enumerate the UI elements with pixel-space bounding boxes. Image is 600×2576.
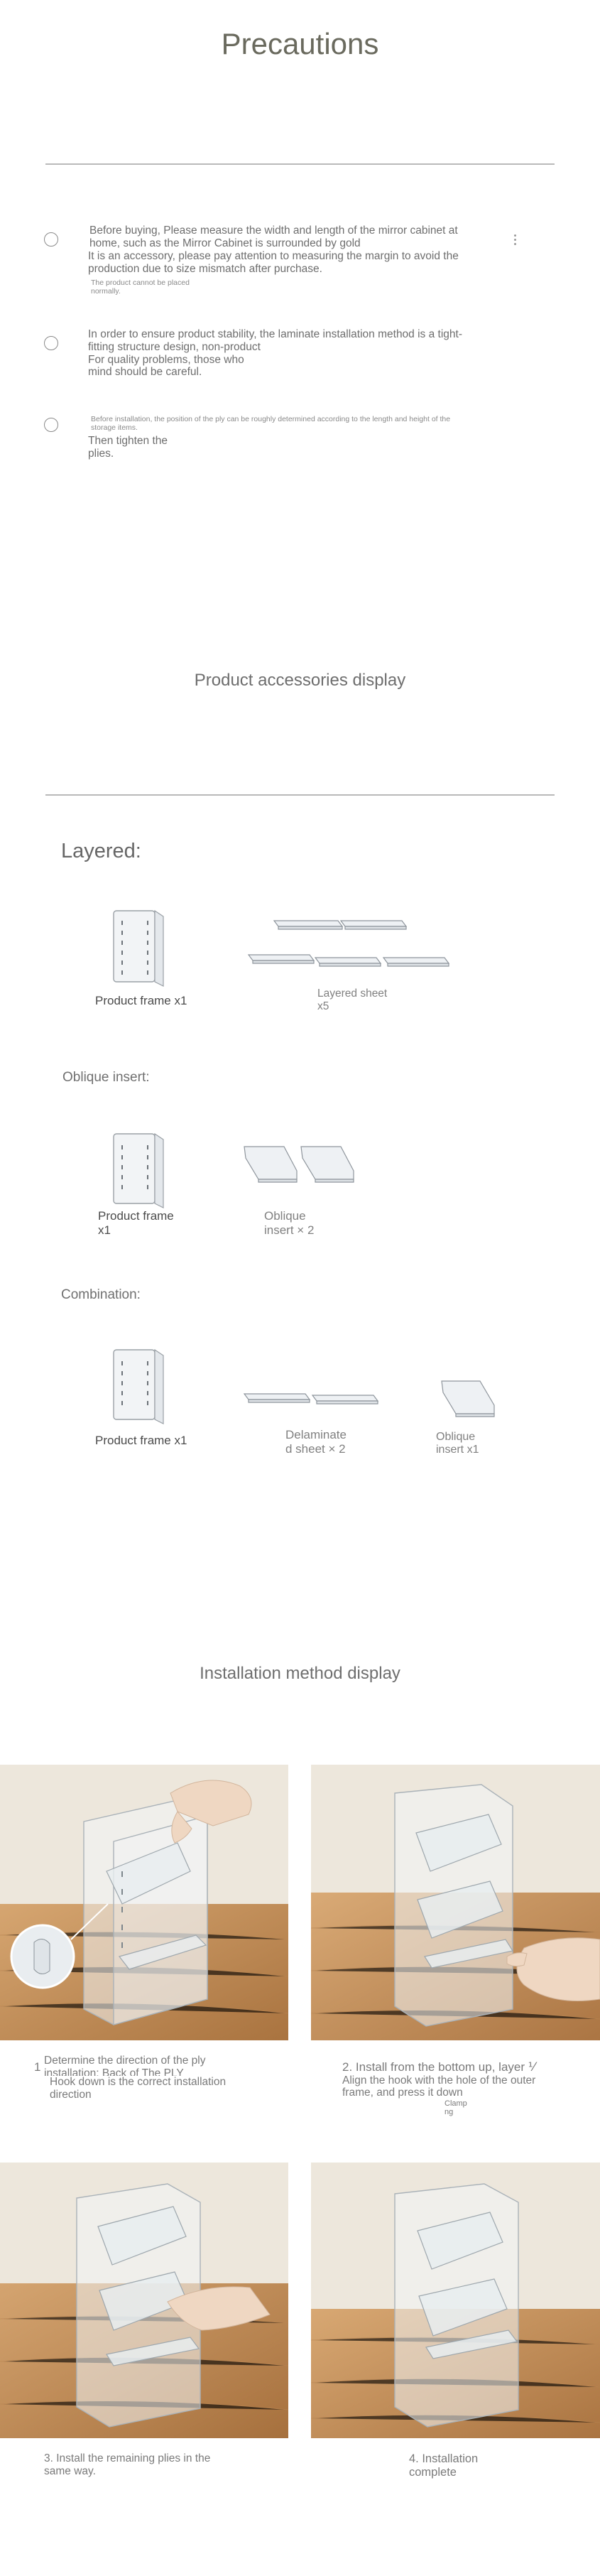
step-4-photo — [311, 2163, 600, 2438]
step-2-line3: frame, and press it down — [342, 2087, 463, 2099]
layered-frame-image — [107, 904, 170, 989]
precaution-3-line2: plies. — [88, 447, 114, 460]
precaution-3-note — [91, 415, 545, 432]
layered-sheet-label-2: x5 — [317, 1000, 329, 1012]
oblique-frame-image — [107, 1130, 170, 1209]
step-1-line2: installation: Back of The PLY — [44, 2067, 184, 2076]
precautions-title: Precautions — [221, 27, 379, 60]
step-4-line2: complete — [409, 2465, 457, 2479]
precaution-1-note1: The product cannot be placed — [91, 278, 190, 287]
installation-title: Installation method display — [200, 1664, 400, 1683]
step-1-line3: Hook down is the correct installation — [50, 2075, 227, 2088]
precaution-1-note — [91, 278, 190, 296]
step-1-caption — [44, 2055, 257, 2101]
precaution-3-note1: Before installation, the position of the ply can be roughly determined according to the length and height of the — [91, 415, 451, 423]
step-1-number: 1 — [34, 2060, 41, 2074]
combination-sheet-label-2: d sheet × 2 — [285, 1441, 346, 1456]
layered-sheets-image — [246, 915, 459, 980]
precaution-2-line3: For quality problems, those who — [88, 353, 244, 366]
precaution-1-line3: It is an accessory, please pay attention to measuring the margin to avoid the — [88, 250, 459, 262]
step-2-line4: Clamp — [444, 2099, 467, 2109]
precautions-divider — [45, 163, 555, 165]
step-2-line1: 2. Install from the bottom up, layer — [342, 2060, 525, 2074]
precaution-1-radio[interactable] — [44, 232, 58, 247]
step-1-line1: Determine the direction of the ply — [44, 2055, 206, 2067]
step-4-line1: 4. Installation — [409, 2452, 479, 2465]
step-2-line5: ng — [444, 2108, 454, 2117]
step-4-caption — [409, 2452, 551, 2479]
combination-frame-image — [107, 1346, 170, 1425]
oblique-inserts-image — [241, 1142, 362, 1188]
combination-sheet-label — [285, 1428, 347, 1456]
combination-insert-label-2: insert x1 — [436, 1444, 479, 1456]
layered-sheet-label — [317, 987, 387, 1013]
oblique-insert-label — [264, 1209, 314, 1237]
combination-insert-label — [436, 1431, 479, 1457]
step-3-line2: same way. — [44, 2464, 96, 2477]
step-3-caption — [44, 2452, 257, 2478]
step-3-photo — [0, 2163, 288, 2438]
precaution-3-text — [88, 435, 168, 460]
precaution-3-line1: Then tighten the — [88, 435, 168, 447]
precaution-2-radio[interactable] — [44, 336, 58, 350]
combination-sheet-label-1: Delaminate — [285, 1428, 347, 1441]
step-2-caption — [342, 2060, 569, 2116]
accessories-title: Product accessories display — [194, 671, 406, 690]
more-options-icon — [514, 234, 517, 247]
precaution-2-text — [88, 328, 542, 379]
precaution-2-line4: mind should be careful. — [88, 366, 202, 379]
combination-insert-label-1: Oblique — [436, 1431, 476, 1443]
precaution-1-text-b — [88, 250, 542, 276]
step-1-photo — [0, 1765, 288, 2040]
oblique-frame-label — [98, 1209, 174, 1237]
layered-heading: Layered: — [61, 840, 141, 862]
oblique-insert-label-1: Oblique — [264, 1209, 306, 1223]
step-3-line1: 3. Install the remaining plies in the — [44, 2452, 211, 2464]
oblique-insert-label-2: insert × 2 — [264, 1223, 315, 1237]
precaution-3-radio[interactable] — [44, 418, 58, 432]
layered-frame-label: Product frame x1 — [95, 994, 187, 1007]
precaution-1-line1: Before buying, Please measure the width and length of the mirror cabinet at — [89, 224, 458, 237]
step-2-photo — [311, 1765, 600, 2040]
precaution-1-line2: home, such as the Mirror Cabinet is surrounded by gold — [89, 237, 361, 249]
step-2-line2: Align the hook with the hole of the outer — [342, 2074, 536, 2087]
precaution-1-text — [89, 224, 544, 250]
precaution-2-line1: In order to ensure product stability, the laminate installation method is a tight- — [88, 328, 462, 340]
precaution-1-note2: normally. — [91, 287, 121, 296]
step-2-glyph: ⅟ — [528, 2060, 535, 2074]
oblique-heading: Oblique insert: — [62, 1070, 150, 1085]
oblique-frame-label-1: Product frame — [98, 1209, 174, 1223]
combination-frame-label: Product frame x1 — [95, 1434, 187, 1447]
combination-insert-image — [437, 1377, 503, 1422]
layered-sheet-label-1: Layered sheet — [317, 987, 388, 1000]
step-1-line4: direction — [50, 2088, 92, 2101]
combination-heading: Combination: — [61, 1287, 141, 1302]
accessories-divider — [45, 794, 555, 796]
precaution-3-note2: storage items. — [91, 423, 138, 433]
precaution-1-line4: production due to size mismatch after purchase. — [88, 262, 322, 275]
combination-sheets-image — [241, 1390, 383, 1414]
oblique-frame-label-2: x1 — [98, 1223, 111, 1237]
precaution-2-line2: fitting structure design, non-product — [88, 340, 261, 353]
